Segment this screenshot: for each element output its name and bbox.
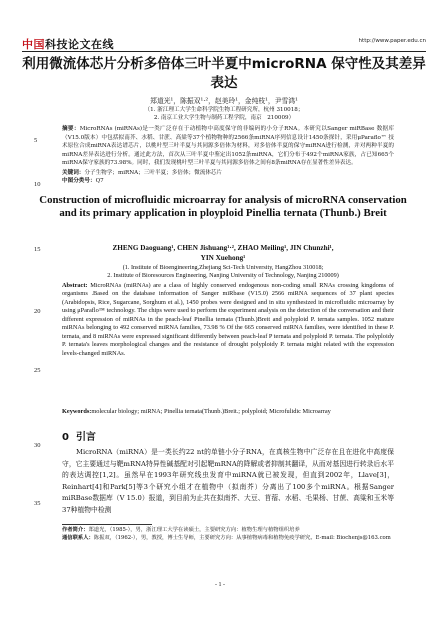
abstract-cn-label: 摘要： bbox=[62, 126, 80, 132]
authors-en-line-1: ZHENG Daoguang¹, CHEN Jishuang¹·², ZHAO Meiling¹, JIN Chunzhi¹, bbox=[112, 244, 334, 252]
authors-en bbox=[36, 244, 410, 263]
keywords-cn-label: 关键词： bbox=[62, 170, 85, 176]
abstract-en-label: Abstract: bbox=[62, 282, 88, 289]
classification-cn bbox=[62, 177, 394, 185]
footnote-author-bio bbox=[62, 527, 394, 535]
line-number: 5 bbox=[34, 137, 38, 144]
paper-title-cn: 利用微流体芯片分析多倍体三叶半夏中microRNA 保守性及其差异表达 bbox=[22, 56, 426, 91]
intro-paragraph: MicroRNA（miRNA）是一类长约22 nt的单链小分子RNA，在真核生物中广泛存在且在进化中高度保守，它主要通过与靶mRNA特异性碱基配对引起靶mRNA的降解或者抑制其翻译，从而对基因进行转录后水平的表达调控[1,2]。虽然早在1993年研究线虫发育中miRNA就已被发现，但直到2002年，Llave[3]，Reinhart[4]和Park[5]等3个研究小组才在植物中（拟南芥）分离出了100多个miRNA。根据Sanger miRBase数据库（V 15.0）报道，到目前为止共在拟南芥、大豆、苜蓿、水稻、毛果杨、甘蔗、高粱和玉米等37种植物中检测 bbox=[62, 448, 394, 514]
site-logo[interactable] bbox=[22, 36, 114, 52]
line-number: 25 bbox=[34, 367, 41, 374]
keywords-cn bbox=[62, 169, 394, 177]
section-number: 0 bbox=[62, 432, 69, 443]
footnote-text: 陈振双，（1962-），男，教授，博士生导师，主要研究方向：从事植物病毒和植物免疫学研究。E-mail: Biochenjs@163.com bbox=[93, 534, 391, 541]
footnote-corresponding bbox=[62, 535, 394, 543]
line-number: 10 bbox=[34, 181, 41, 188]
paper-title-en: Construction of microfluidic microarray for analysis of microRNA conservation and its primary application in ployploid Pinellia ternata (Thunb.) Breit bbox=[39, 194, 407, 220]
affiliation-cn-1: （1. 浙江理工大学生命科学院生物工程研究所，杭州 310018； bbox=[144, 107, 304, 113]
line-number: 30 bbox=[34, 442, 41, 449]
footnote-label: 作者简介： bbox=[62, 527, 89, 533]
authors-en-line-2: YIN Xuehong¹ bbox=[200, 253, 246, 262]
header-divider bbox=[22, 51, 426, 52]
footnote-divider bbox=[62, 524, 152, 525]
section-title: 引言 bbox=[75, 432, 96, 443]
abstract-cn bbox=[62, 125, 394, 168]
section-heading-intro bbox=[62, 428, 96, 443]
page-number: - 1 - bbox=[215, 582, 225, 588]
keywords-en bbox=[62, 408, 394, 416]
affiliations-en bbox=[36, 264, 410, 281]
affiliations-cn bbox=[22, 106, 426, 123]
line-number: 35 bbox=[34, 500, 41, 507]
footnote-text: 郑道光，（1985-），男，浙江理工大学在读硕士，主要研究方向：植物生理与植物组织培养 bbox=[88, 527, 300, 533]
keywords-cn-text: 分子生物学；miRNA；三叶半夏；多倍体；微流体芯片 bbox=[84, 170, 223, 176]
classification-cn-text: Q7 bbox=[95, 178, 104, 184]
page-header bbox=[22, 36, 426, 52]
affiliation-en-1: (1. Institute of Bioengineering,Zhejiang Sci-Tech University, HangZhou 310018; bbox=[122, 264, 324, 271]
line-number: 15 bbox=[34, 246, 41, 253]
abstract-en bbox=[62, 282, 394, 358]
abstract-cn-text: MicroRNAs (miRNAs)是一类广泛存在于动植物中高度保守的非编码的小分子RNA。本研究以Sanger miRBase 数据库（V15.0版本）中包括拟南芥、水稻、甘蔗、高粱等37个植物物种的2566条miRNA序列信息设计1450条探针，采用μParaflo™ 技术原位合成miRNA表达谱芯片，以桃叶型三叶半夏与其同源多倍体为材料，对多倍体半夏的保守miRNA进行检测，并对两种半夏的miRNA差异表达进行分析。通过此方法，首次从三叶半夏中鉴定出1052条miRNA，它们分布于492个miRNA家族，占已知665个miRNA保守家族的73.98%。同时，我们发现桃叶型三叶半夏与其同源多倍体之间有8条miRNA存在显著性差异表达。 bbox=[62, 126, 394, 167]
abstract-en-text: MicroRNAs (miRNAs) are a class of highly conserved endogenous non-coding small RNAs crossing kingdoms of organisms .Based on the database information of Sanger miRbase (V15.0) 2566 miRNA sequences of 37 plant species (Arabidopsis, Rice, Sugarcane, Sorghum et al.), 1450 probes were designed and in situ synthesized in microfluidic microarray by using μParaflo™ technology. The chips were used to perform the experiment analysis on the detection of the conversation and their different expression of miRNAs in the peach-leaf Pinellia ternata (Thunb.)Breit and polyploid P. ternata samples. 1052 mature miRNAs belonging to 492 conserved miRNA families, 73.98 % Of the 665 conserved miRNA families, were identified in these P. ternata, and 8 miRNAs were expressed significant differently between peach-leaf P ternata and polyploid P. ternata. The polyploidy P. ternata's leaves morphological changes and the resistance of drought polyploidy P. ternata might related with the expression levels-changed miRNAs. bbox=[62, 282, 394, 357]
affiliation-cn-2: 2. 南京工业大学生物与制药工程学院，南京 210009） bbox=[153, 115, 295, 122]
affiliation-en-2: 2. Institute of Bioresources Engineering, Nanjing University of Technology, Nanjing 210009) bbox=[107, 272, 339, 280]
authors-cn: 郑道光¹，陈振双¹·²，赵美玲¹，金纯枝¹，尹雪鸿¹ bbox=[150, 97, 298, 105]
logo-red-text: 中国 bbox=[22, 38, 45, 51]
line-number: 20 bbox=[34, 308, 41, 315]
footnotes bbox=[62, 527, 394, 542]
classification-cn-label: 中图分类号： bbox=[62, 178, 96, 184]
keywords-en-label: Keywords: bbox=[62, 408, 92, 415]
keywords-en-text: molecular biology; miRNA; Pinellia ternata(Thunb.)Breit.; polyploid; Microfulidic Microarray bbox=[91, 408, 331, 415]
site-url[interactable]: http://www.paper.edu.cn bbox=[358, 38, 426, 44]
logo-black-text: 科技论文在线 bbox=[45, 38, 114, 51]
footnote-label: 通信联系人： bbox=[62, 534, 94, 541]
